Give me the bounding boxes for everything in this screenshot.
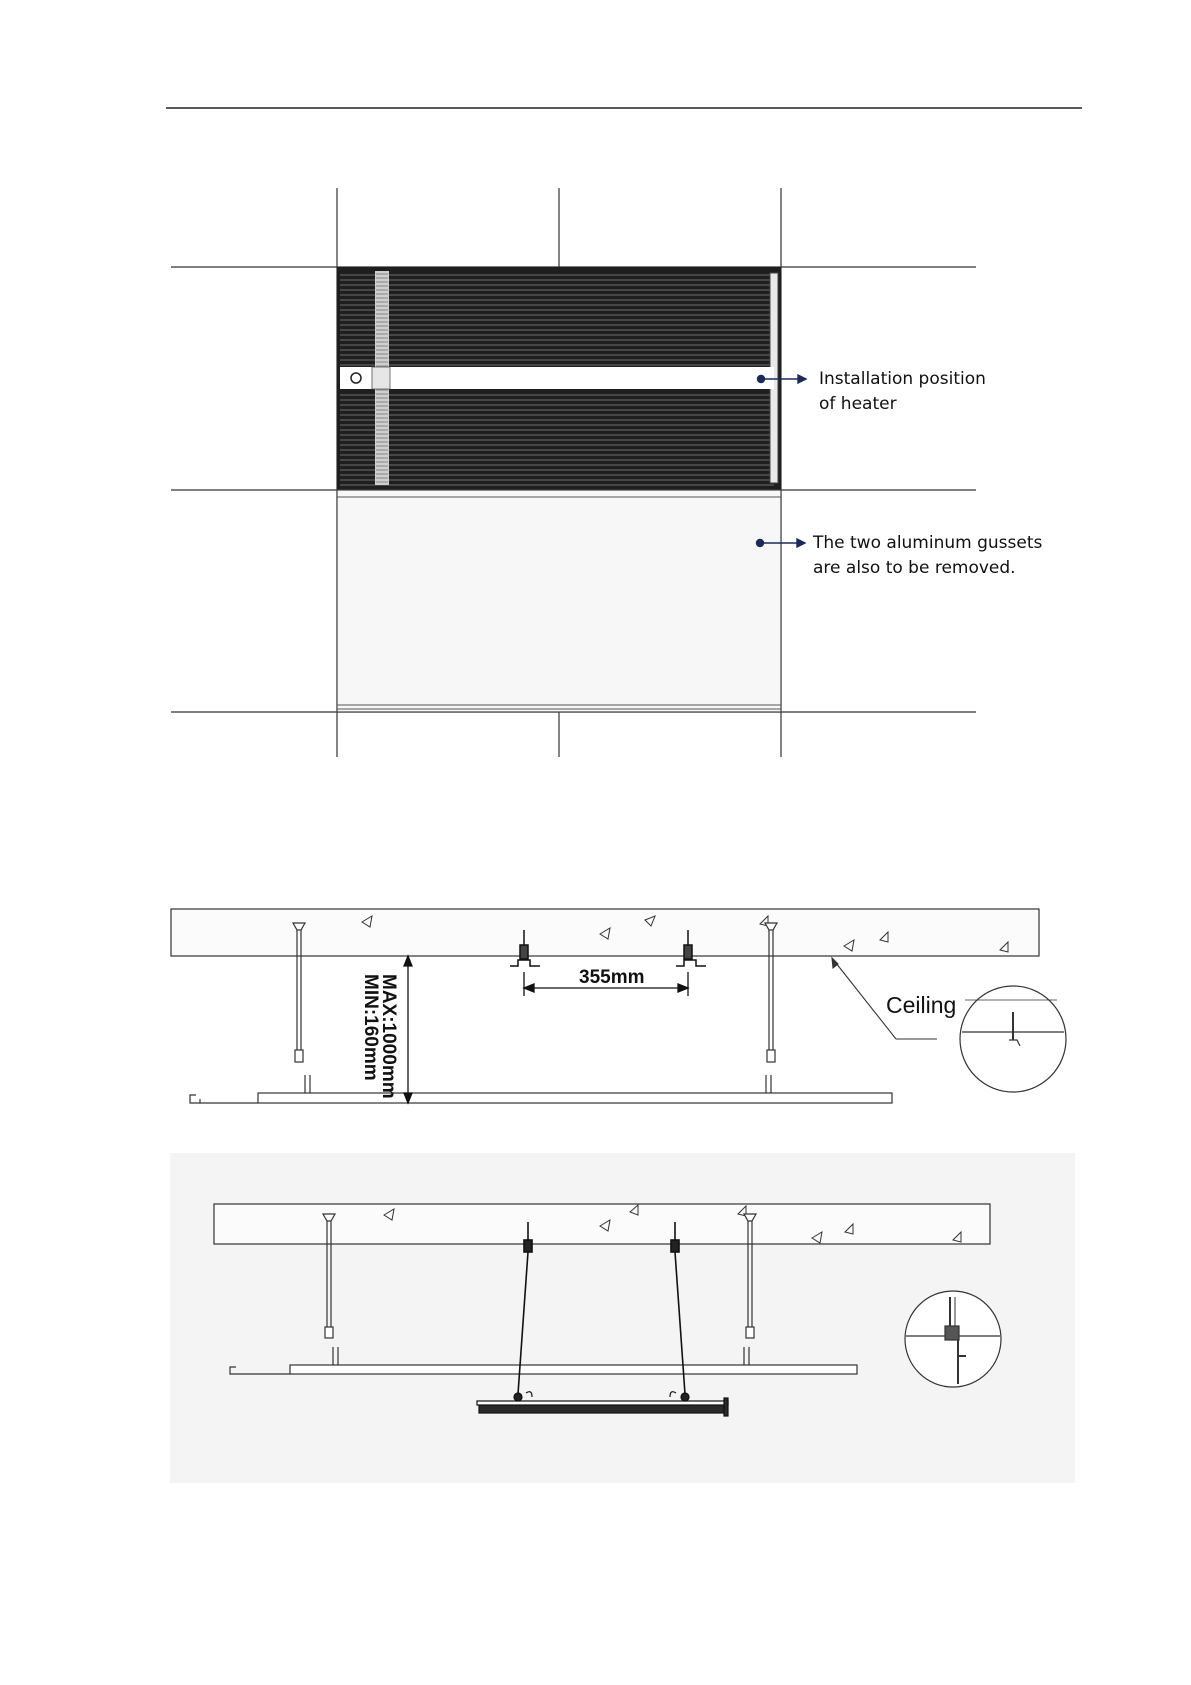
callout-heater-line2: of heater [819,394,897,414]
callout-gussets-line1: The two aluminum gussets [813,533,1043,553]
cable-detail-circle [905,1291,1001,1387]
ceiling-label: Ceiling [886,992,957,1018]
height-min-label: MIN:160mm [360,974,381,1081]
callout-heater-line1: Installation position [819,369,986,389]
spacing-label: 355mm [579,967,645,988]
callout-gussets-line2: are also to be removed. [813,558,1016,578]
height-max-label: MAX:1000mm [378,974,399,1099]
suspended-ceiling-panel-2 [230,1365,857,1374]
